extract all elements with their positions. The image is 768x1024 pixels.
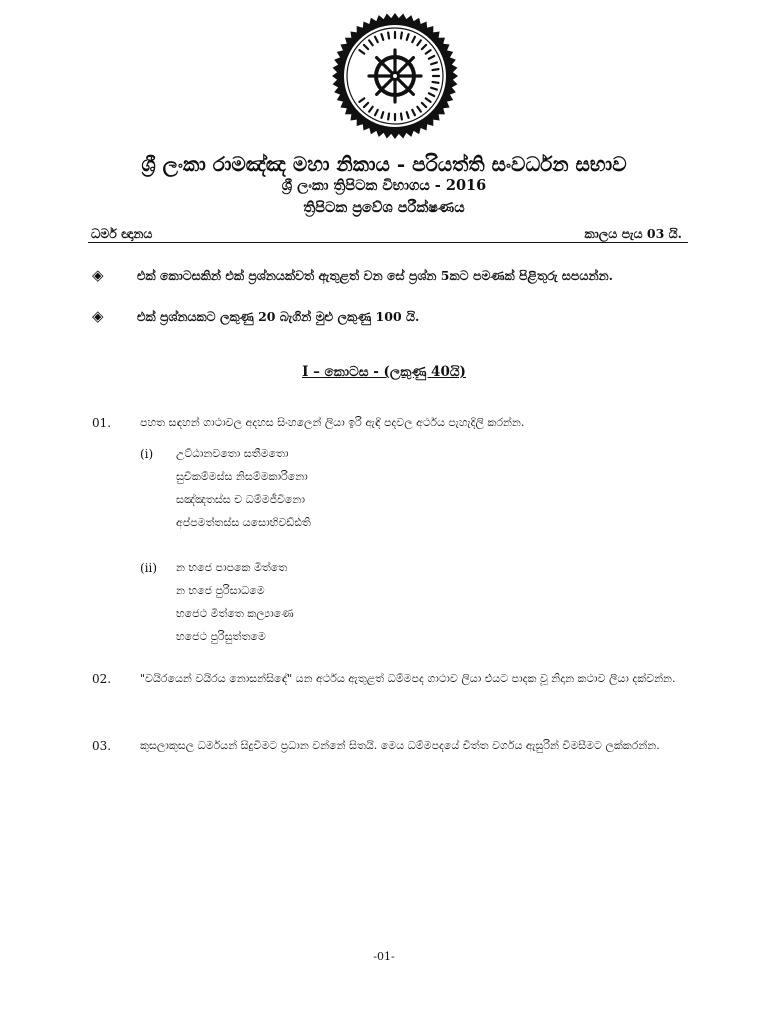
diamond-bullet-icon: ◈ [92,266,104,284]
subject-name: ධර්ම ඥානය [91,226,153,241]
verse-line: භජෙථ පුරිසුත්තමෙ [176,630,266,643]
question-number: 02. [92,672,112,686]
sub-question-label: (i) [140,447,154,461]
instruction-text: එක් කොටසකින් එක් ප්‍රශ්නයක්වත් ඇතුළත් වන සේ ප්‍රශ්න 5කට පමණක් පිළිතුරු සපයන්න. [137,268,614,283]
question-text: පහත සඳහන් ගාථාවල අදහස සිංහලෙන් ලියා ඉරි ඇඳි පදවල අර්ථය පැහැදිලි කරන්න. [140,416,525,429]
header-divider [88,242,688,243]
organization-title: ශ්‍රී ලංකා රාමඤ්ඤ මහා නිකාය - පරියත්ති සංවර්ධන සභාව [141,152,627,176]
instruction-item [92,308,688,325]
verse-line: භජෙථ මිත්තෙ කල්‍යාණෙ [176,607,294,620]
instruction-text: එක් ප්‍රශ්නයකට ලකුණු 20 බැගින් මුළු ලකුණු 100 යි. [137,309,420,324]
verse-line: අප්පමත්තස්ස යසොභිවඩ්ඪති [176,516,311,529]
part-heading: I – කොටස - (ලකුණු 40යි) [302,364,466,380]
verse-line: උට්ඨානවතො සතීමතො [176,447,289,460]
department-title: ශ්‍රී ලංකා ත්‍රිපිටක විභාගය - 2016 [281,177,487,194]
question-text: කුසලාකුසල ධර්මයන් සිදුවීමට ප්‍රධාන වන්නේ සිතයි. මෙය ධම්මපදයේ චිත්ත වර්ගය ඇසුරින් විමසීමට ලක්කරන්න. [140,739,660,752]
question-number: 03. [92,739,112,753]
page-number: -01- [373,950,395,963]
question-text: "වයිරයෙන් වයිරය නොසන්සිඳේ" යන අර්ථය ඇතුළත් ධම්මපද ගාථාව ලියා එයට පාදක වූ නිදාන කථාව ලියා දක්වන්න. [140,672,676,685]
time-allowed: කාලය පැය 03 යි. [584,226,682,241]
question-number: 01. [92,416,112,430]
verse-line: න භජෙ පාපකෙ මිත්තෙ [176,561,288,574]
verse-line: න භජෙ පුරිසාධමෙ [176,584,265,597]
dharma-wheel-seal-icon [331,12,459,140]
exam-title: ත්‍රිපිටක ප්‍රවේශ පරීක්ෂණය [303,199,465,216]
sub-question-label: (ii) [140,561,158,575]
diamond-bullet-icon: ◈ [92,307,104,325]
verse-line: සඤ්ඤතස්ස ච ධම්මජීවිනො [176,493,305,506]
verse-line: සුචිකම්මස්ස නිසම්මකාරිනො [176,470,308,483]
instruction-item [92,267,688,284]
